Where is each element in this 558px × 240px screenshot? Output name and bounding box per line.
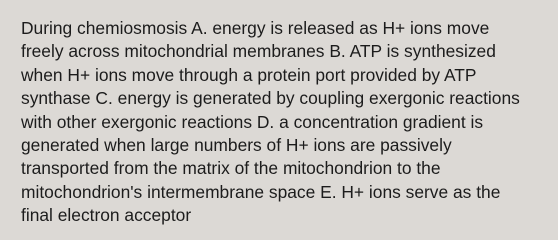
question-line: transported from the matrix of the mitochondrion to the [21, 158, 441, 179]
question-line: generated when large numbers of H+ ions are passively [21, 135, 452, 156]
question-line: with other exergonic reactions D. a concentration gradient is [21, 111, 484, 132]
question-line: mitochondrion's intermembrane space E. H+ ions serve as the [21, 181, 501, 202]
question-line: final electron acceptor [21, 205, 192, 226]
question-line: During chemiosmosis A. energy is released as H+ ions move [21, 18, 490, 38]
question-line: synthase C. energy is generated by coupling exergonic reactions [21, 88, 520, 109]
question-line: freely across mitochondrial membranes B. ATP is synthesized [21, 41, 496, 62]
question-text [21, 17, 551, 228]
question-line: when H+ ions move through a protein port provided by ATP [21, 64, 477, 85]
